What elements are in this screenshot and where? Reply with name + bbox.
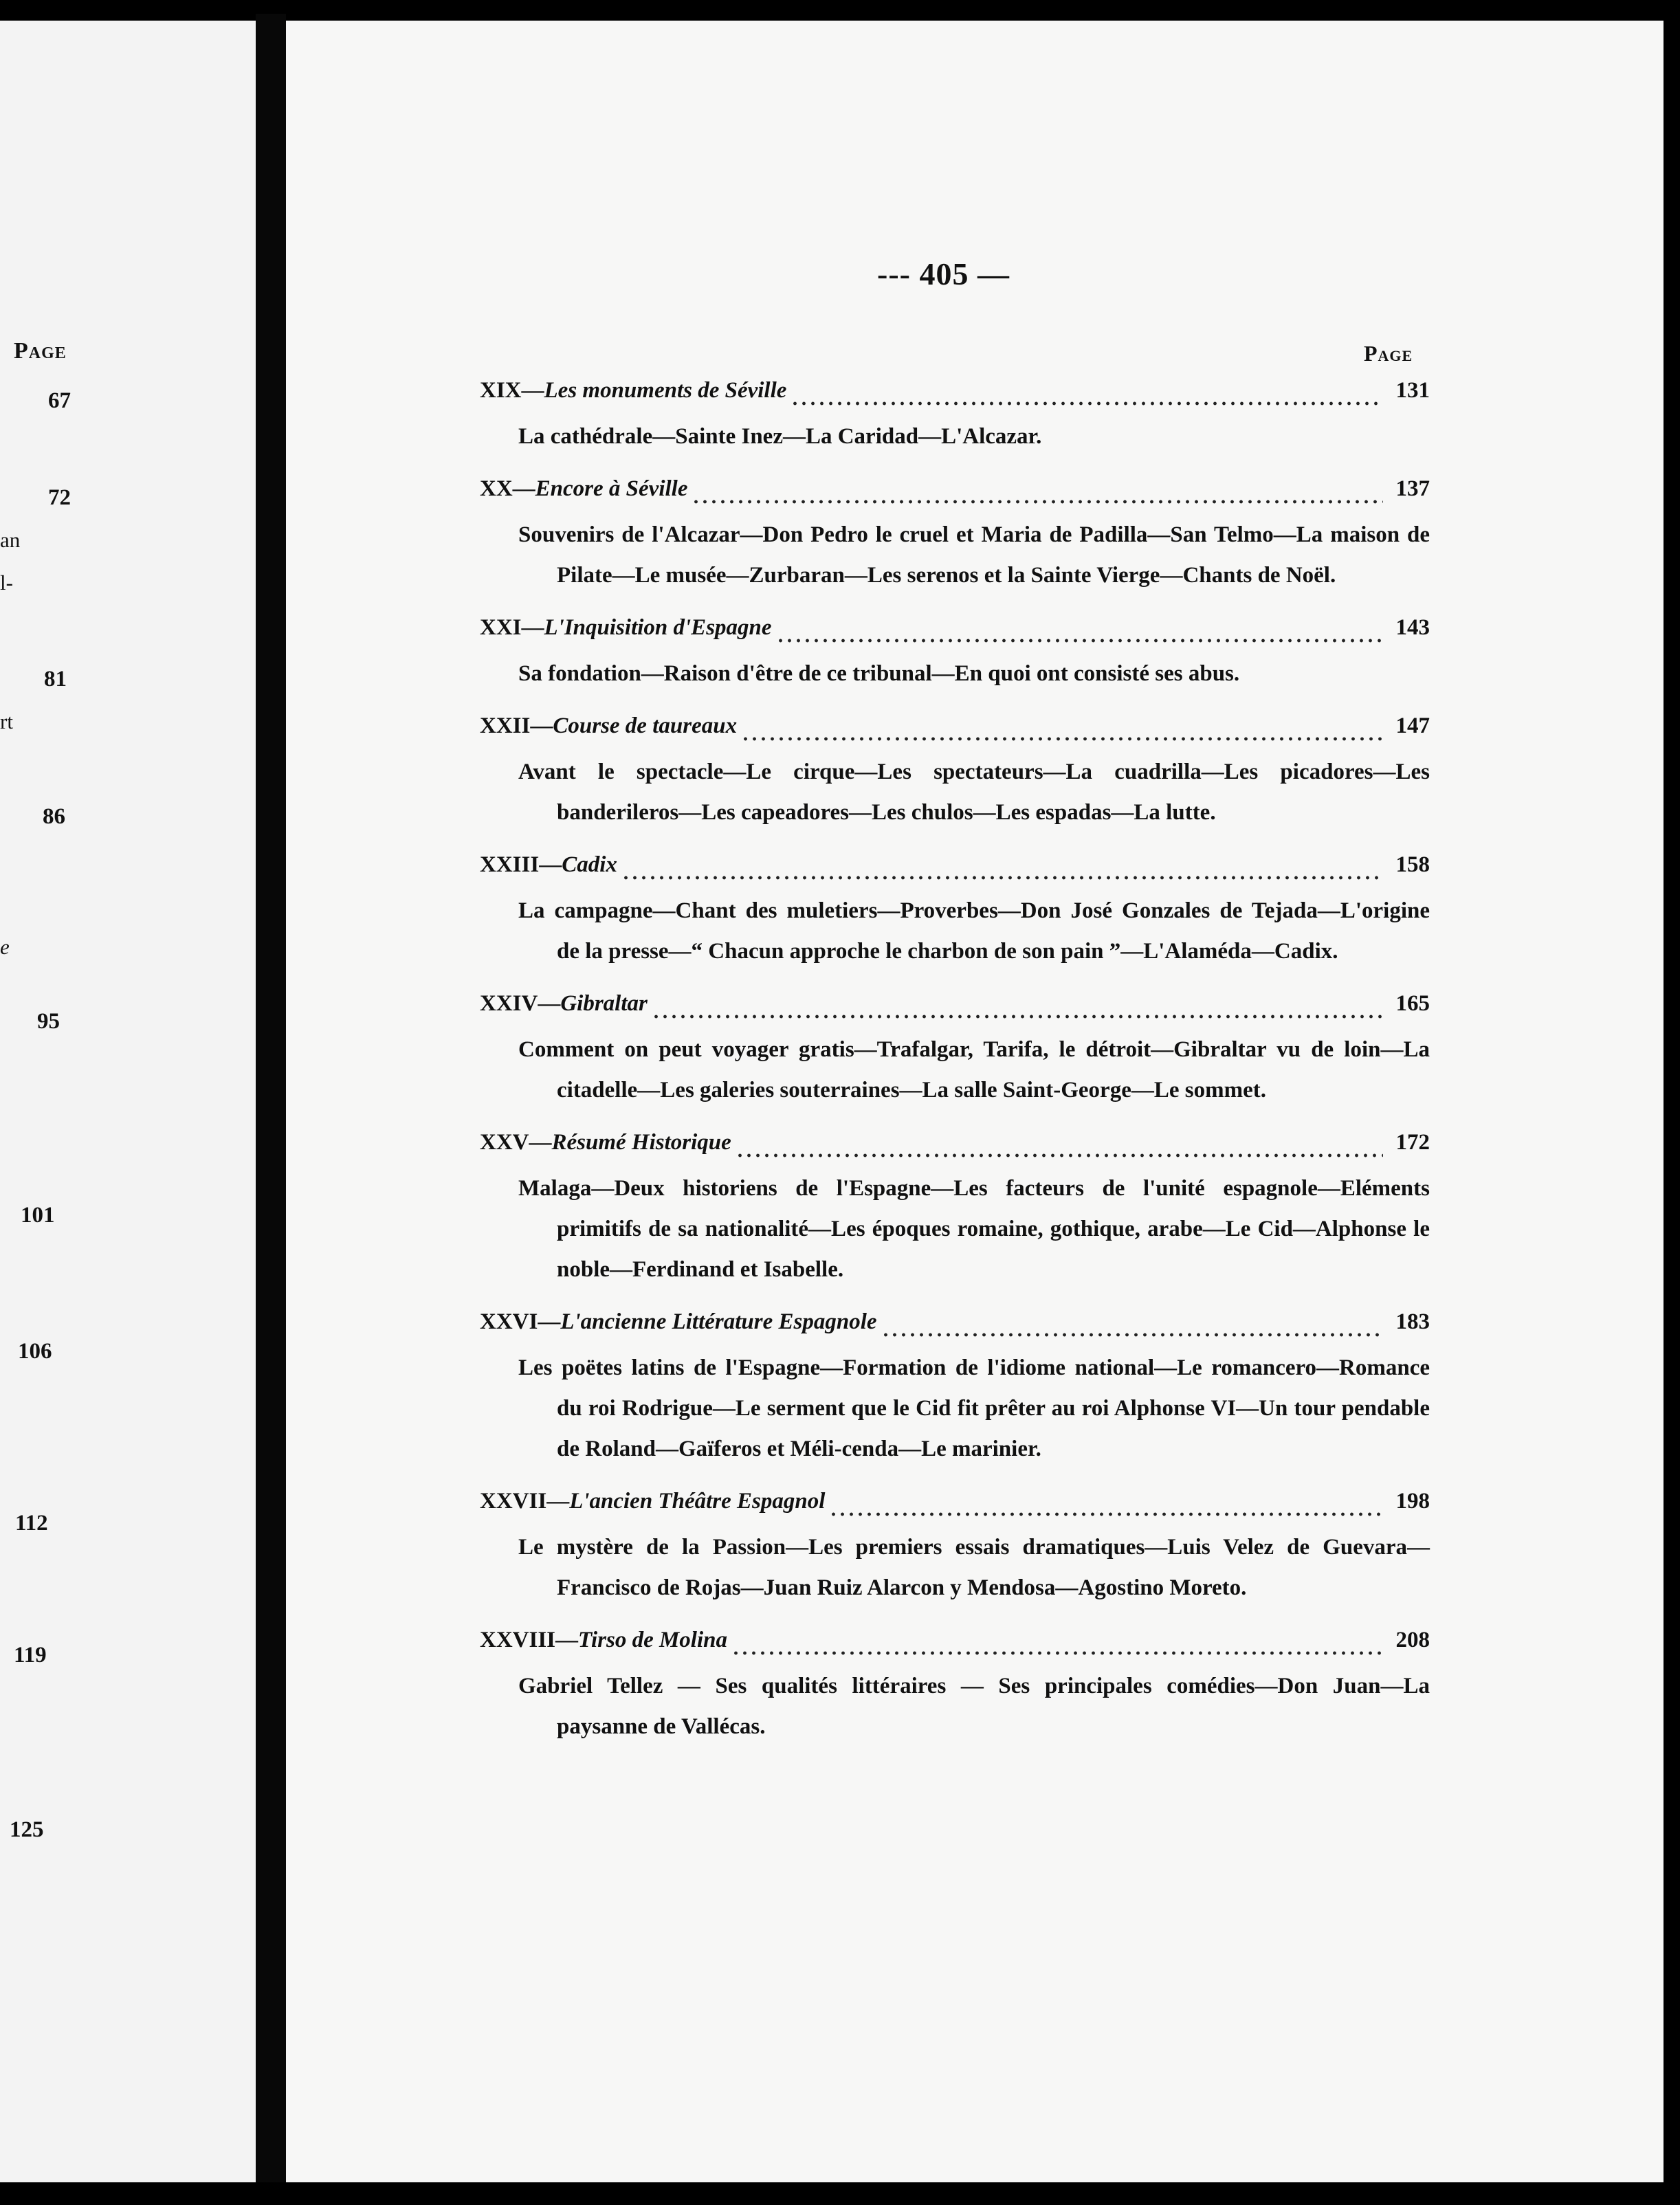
chapter-number: XXV	[480, 1130, 529, 1155]
chapter-title: Gibraltar	[560, 991, 648, 1016]
chapter-title: Cadix	[562, 852, 617, 877]
chapter-page: 158	[1395, 852, 1430, 877]
scan-border-bottom	[0, 2182, 1680, 2205]
dot-leader	[692, 499, 1383, 505]
chapter-dash: —	[529, 1130, 552, 1155]
toc-entry-heading	[480, 476, 1430, 515]
left-page-number: 72	[48, 485, 71, 510]
left-page-number: 106	[18, 1339, 52, 1364]
chapter-summary: Gabriel Tellez — Ses qualités littéraires — Ses principales comédies—Don Juan—La paysanne de Vallécas.	[518, 1674, 1430, 1739]
chapter-title: Tirso de Molina	[578, 1628, 727, 1652]
chapter-page: 143	[1395, 615, 1430, 640]
chapter-dash: —	[539, 852, 562, 877]
left-page-number: 112	[15, 1511, 48, 1536]
left-page-number: 101	[21, 1203, 55, 1228]
chapter-summary: Souvenirs de l'Alcazar—Don Pedro le cruel et Maria de Padilla—San Telmo—La maison de Pilate—Le musée—Zurbaran—Les serenos et la Sainte Vierge—Chants de Noël.	[518, 522, 1430, 588]
toc-entry-heading	[480, 713, 1430, 752]
left-page-fragment: an	[0, 528, 21, 552]
chapter-dash: —	[538, 991, 561, 1016]
chapter-title: Course de taureaux	[553, 713, 738, 738]
toc-entry	[480, 378, 1430, 457]
toc-entry	[480, 852, 1430, 972]
toc-entry	[480, 1130, 1430, 1290]
left-page	[0, 21, 256, 2182]
dot-leader	[741, 736, 1383, 742]
dot-leader	[736, 1153, 1383, 1158]
chapter-summary: Sa fondation—Raison d'être de ce tribunal—En quoi ont consisté ses abus.	[518, 661, 1240, 686]
book-gutter	[256, 14, 286, 2186]
toc-entry-heading	[480, 615, 1430, 654]
left-page-number: 125	[10, 1817, 44, 1842]
table-of-contents	[480, 378, 1430, 1766]
toc-entry-heading	[480, 1628, 1430, 1666]
chapter-dash: —	[538, 1309, 561, 1334]
left-page-number: 119	[14, 1643, 47, 1667]
chapter-page: 165	[1395, 991, 1430, 1016]
chapter-summary: La campagne—Chant des muletiers—Proverbes—Don José Gonzales de Tejada—L'origine de la presse—“ Chacun approche le charbon de son pain ”—L'Alaméda—Cadix.	[518, 898, 1430, 964]
left-page-fragment: e	[0, 935, 10, 959]
chapter-number: XXVI	[480, 1309, 538, 1334]
chapter-number: XX	[480, 476, 513, 501]
page-column-header: Page	[1364, 341, 1413, 366]
chapter-number: XXIII	[480, 852, 540, 877]
toc-entry	[480, 1628, 1430, 1747]
chapter-page: 131	[1395, 378, 1430, 403]
toc-entry-heading	[480, 378, 1430, 417]
chapter-number: XXVII	[480, 1489, 547, 1514]
chapter-title: Les monuments de Séville	[544, 378, 787, 403]
dot-leader	[731, 1650, 1383, 1656]
chapter-page: 172	[1395, 1130, 1430, 1155]
chapter-number: XIX	[480, 378, 522, 403]
page-number: --- 405 —	[877, 256, 1010, 291]
toc-entry-heading	[480, 1489, 1430, 1527]
toc-entry	[480, 476, 1430, 596]
toc-entry-heading	[480, 852, 1430, 891]
toc-entry	[480, 615, 1430, 694]
chapter-summary: Avant le spectacle—Le cirque—Les spectateurs—La cuadrilla—Les picadores—Les banderileros—Les capeadores—Les chulos—Les espadas—La lutte.	[518, 760, 1430, 825]
toc-entry	[480, 1489, 1430, 1608]
toc-entry-heading	[480, 1309, 1430, 1348]
chapter-number: XXIV	[480, 991, 538, 1016]
toc-entry	[480, 713, 1430, 833]
dot-leader	[652, 1014, 1383, 1019]
chapter-dash: —	[555, 1628, 579, 1652]
toc-entry	[480, 991, 1430, 1111]
left-page-fragment: rt	[0, 709, 13, 733]
chapter-number: XXII	[480, 713, 531, 738]
chapter-page: 183	[1395, 1309, 1430, 1334]
chapter-summary: Le mystère de la Passion—Les premiers essais dramatiques—Luis Velez de Guevara—Francisco de Rojas—Juan Ruiz Alarcon y Mendosa—Agostino Moreto.	[518, 1535, 1430, 1600]
chapter-page: 198	[1395, 1489, 1430, 1514]
dot-leader	[776, 638, 1383, 643]
toc-entry-heading	[480, 991, 1430, 1030]
chapter-summary: Comment on peut voyager gratis—Trafalgar, Tarifa, le détroit—Gibraltar vu de loin—La citadelle—Les galeries souterraines—La salle Saint-George—Le sommet.	[518, 1037, 1430, 1102]
left-page-number: 67	[48, 388, 71, 413]
chapter-title: L'Inquisition d'Espagne	[544, 615, 772, 640]
chapter-title: L'ancienne Littérature Espagnole	[560, 1309, 877, 1334]
chapter-dash: —	[512, 476, 535, 501]
left-page-number: 95	[37, 1009, 60, 1034]
dot-leader	[829, 1511, 1383, 1517]
chapter-number: XXI	[480, 615, 522, 640]
chapter-title: Résumé Historique	[551, 1130, 731, 1155]
chapter-dash: —	[530, 713, 553, 738]
left-page-header: Page	[14, 338, 67, 364]
chapter-page: 137	[1395, 476, 1430, 501]
chapter-page: 147	[1395, 713, 1430, 738]
toc-entry	[480, 1309, 1430, 1470]
left-page-fragment: l-	[0, 570, 13, 595]
scan-border-right	[1664, 0, 1680, 2205]
chapter-summary: Les poëtes latins de l'Espagne—Formation de l'idiome national—Le romancero—Romance du roi Rodrigue—Le serment que le Cid fit prêter au roi Alphonse VI—Un tour pendable de Roland—Gaïferos et Méli-cenda—Le marinier.	[518, 1355, 1430, 1461]
dot-leader	[881, 1332, 1383, 1338]
chapter-dash: —	[521, 378, 544, 403]
left-page-number: 81	[44, 667, 67, 691]
chapter-dash: —	[521, 615, 544, 640]
toc-entry-heading	[480, 1130, 1430, 1168]
chapter-number: XXVIII	[480, 1628, 556, 1652]
chapter-page: 208	[1395, 1628, 1430, 1652]
dot-leader	[621, 875, 1383, 880]
chapter-summary: Malaga—Deux historiens de l'Espagne—Les facteurs de l'unité espagnole—Eléments primitifs de sa nationalité—Les époques romaine, gothique, arabe—Le Cid—Alphonse le noble—Ferdinand et Isabelle.	[518, 1176, 1430, 1282]
dot-leader	[791, 401, 1383, 406]
chapter-title: Encore à Séville	[535, 476, 688, 501]
scan-border-top	[0, 0, 1680, 21]
left-page-number: 86	[43, 804, 65, 829]
chapter-title: L'ancien Théâtre Espagnol	[569, 1489, 826, 1514]
chapter-summary: La cathédrale—Sainte Inez—La Caridad—L'Alcazar.	[518, 424, 1042, 449]
chapter-dash: —	[546, 1489, 570, 1514]
